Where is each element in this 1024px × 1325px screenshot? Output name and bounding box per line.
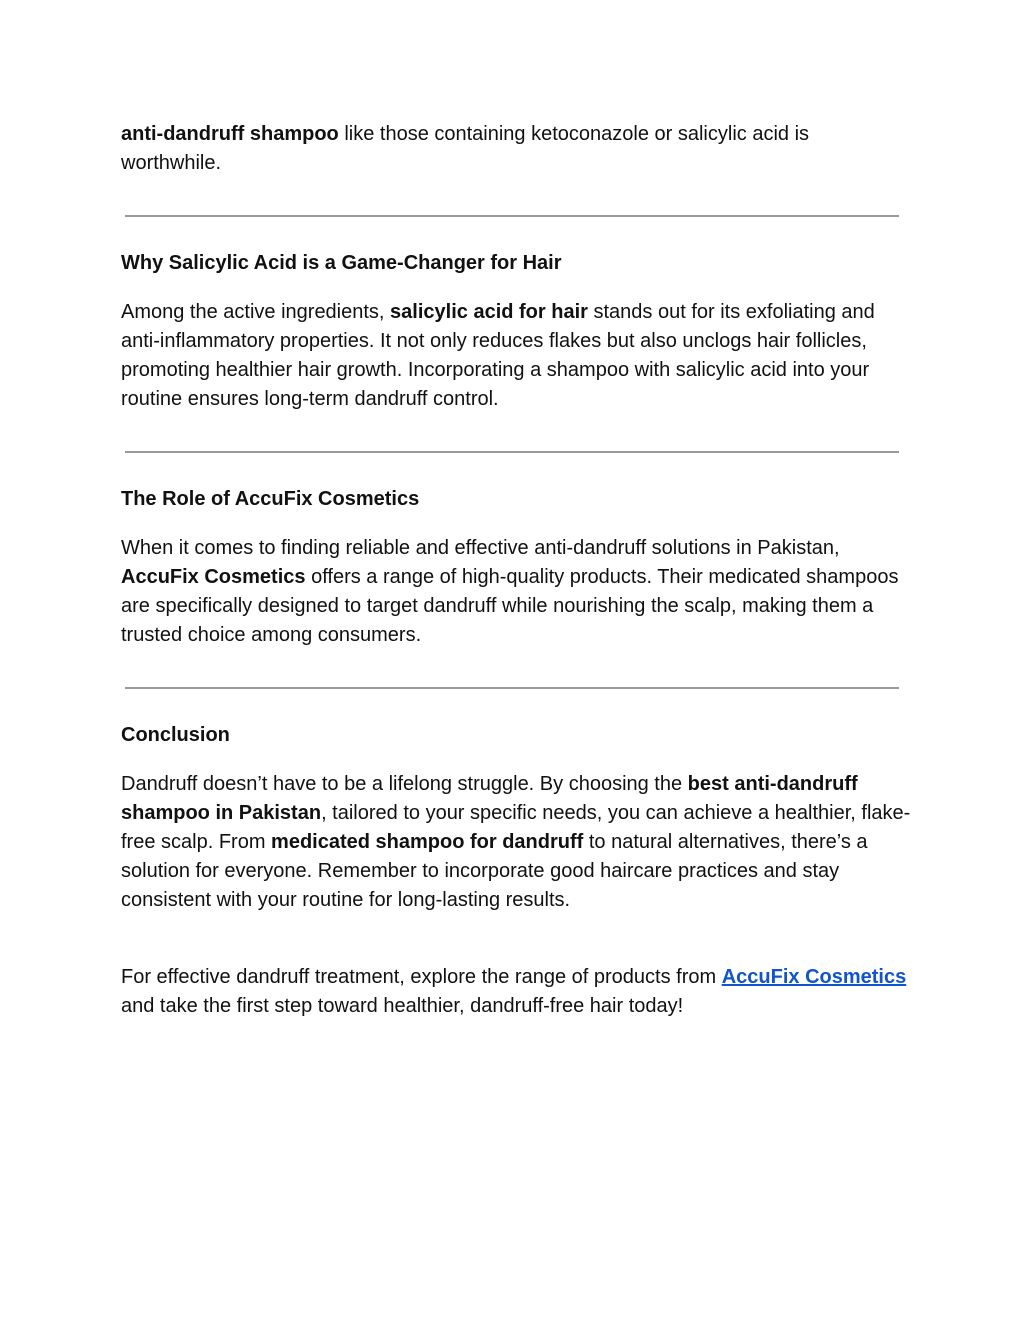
cta-paragraph — [121, 963, 911, 1021]
paragraph-text: offers a range of high-quality products. Their medicated shampoos are specifically designed to target dandruff while nourishing the scalp, making them a trusted choice among consumers. — [121, 566, 899, 646]
conclusion-paragraph — [121, 770, 911, 915]
paragraph-bold: medicated shampoo for dandruff — [271, 831, 584, 853]
divider — [125, 215, 899, 217]
paragraph-text: For effective dandruff treatment, explore the range of products from — [121, 966, 722, 988]
section-heading-conclusion: Conclusion — [121, 724, 230, 746]
accufix-link[interactable]: AccuFix Cosmetics — [721, 966, 907, 988]
accufix-paragraph — [121, 534, 911, 650]
section-heading-salicylic: Why Salicylic Acid is a Game-Changer for Hair — [121, 252, 562, 274]
salicylic-paragraph — [121, 298, 911, 414]
paragraph-text: Dandruff doesn’t have to be a lifelong struggle. By choosing the — [121, 773, 688, 795]
paragraph-text: and take the first step toward healthier, dandruff-free hair today! — [121, 995, 684, 1017]
paragraph-text: When it comes to finding reliable and effective anti-dandruff solutions in Pakistan, — [121, 537, 840, 559]
paragraph-text: to natural alternatives, there’s a solution for everyone. Remember to incorporate good haircare practices and stay consistent with your routine for long-lasting results. — [121, 831, 868, 911]
paragraph-text: , tailored to your specific needs, you can achieve a healthier, flake-free scalp. From — [121, 802, 911, 853]
section-heading-accufix: The Role of AccuFix Cosmetics — [121, 488, 420, 510]
paragraph-text: stands out for its exfoliating and anti-inflammatory properties. It not only reduces flakes but also unclogs hair follicles, promoting healthier hair growth. Incorporating a shampoo with salicylic acid into your routine ensures long-term dandruff control. — [121, 301, 875, 410]
divider — [125, 687, 899, 689]
intro-paragraph — [121, 120, 911, 178]
intro-bold: anti-dandruff shampoo — [121, 123, 339, 145]
divider — [125, 451, 899, 453]
intro-text: like those containing ketoconazole or salicylic acid is worthwhile. — [121, 123, 810, 174]
paragraph-bold: AccuFix Cosmetics — [121, 566, 306, 588]
paragraph-bold: best anti-dandruff shampoo in Pakistan — [121, 773, 858, 824]
paragraph-text: Among the active ingredients, — [121, 301, 391, 323]
paragraph-bold: salicylic acid for hair — [390, 301, 588, 323]
